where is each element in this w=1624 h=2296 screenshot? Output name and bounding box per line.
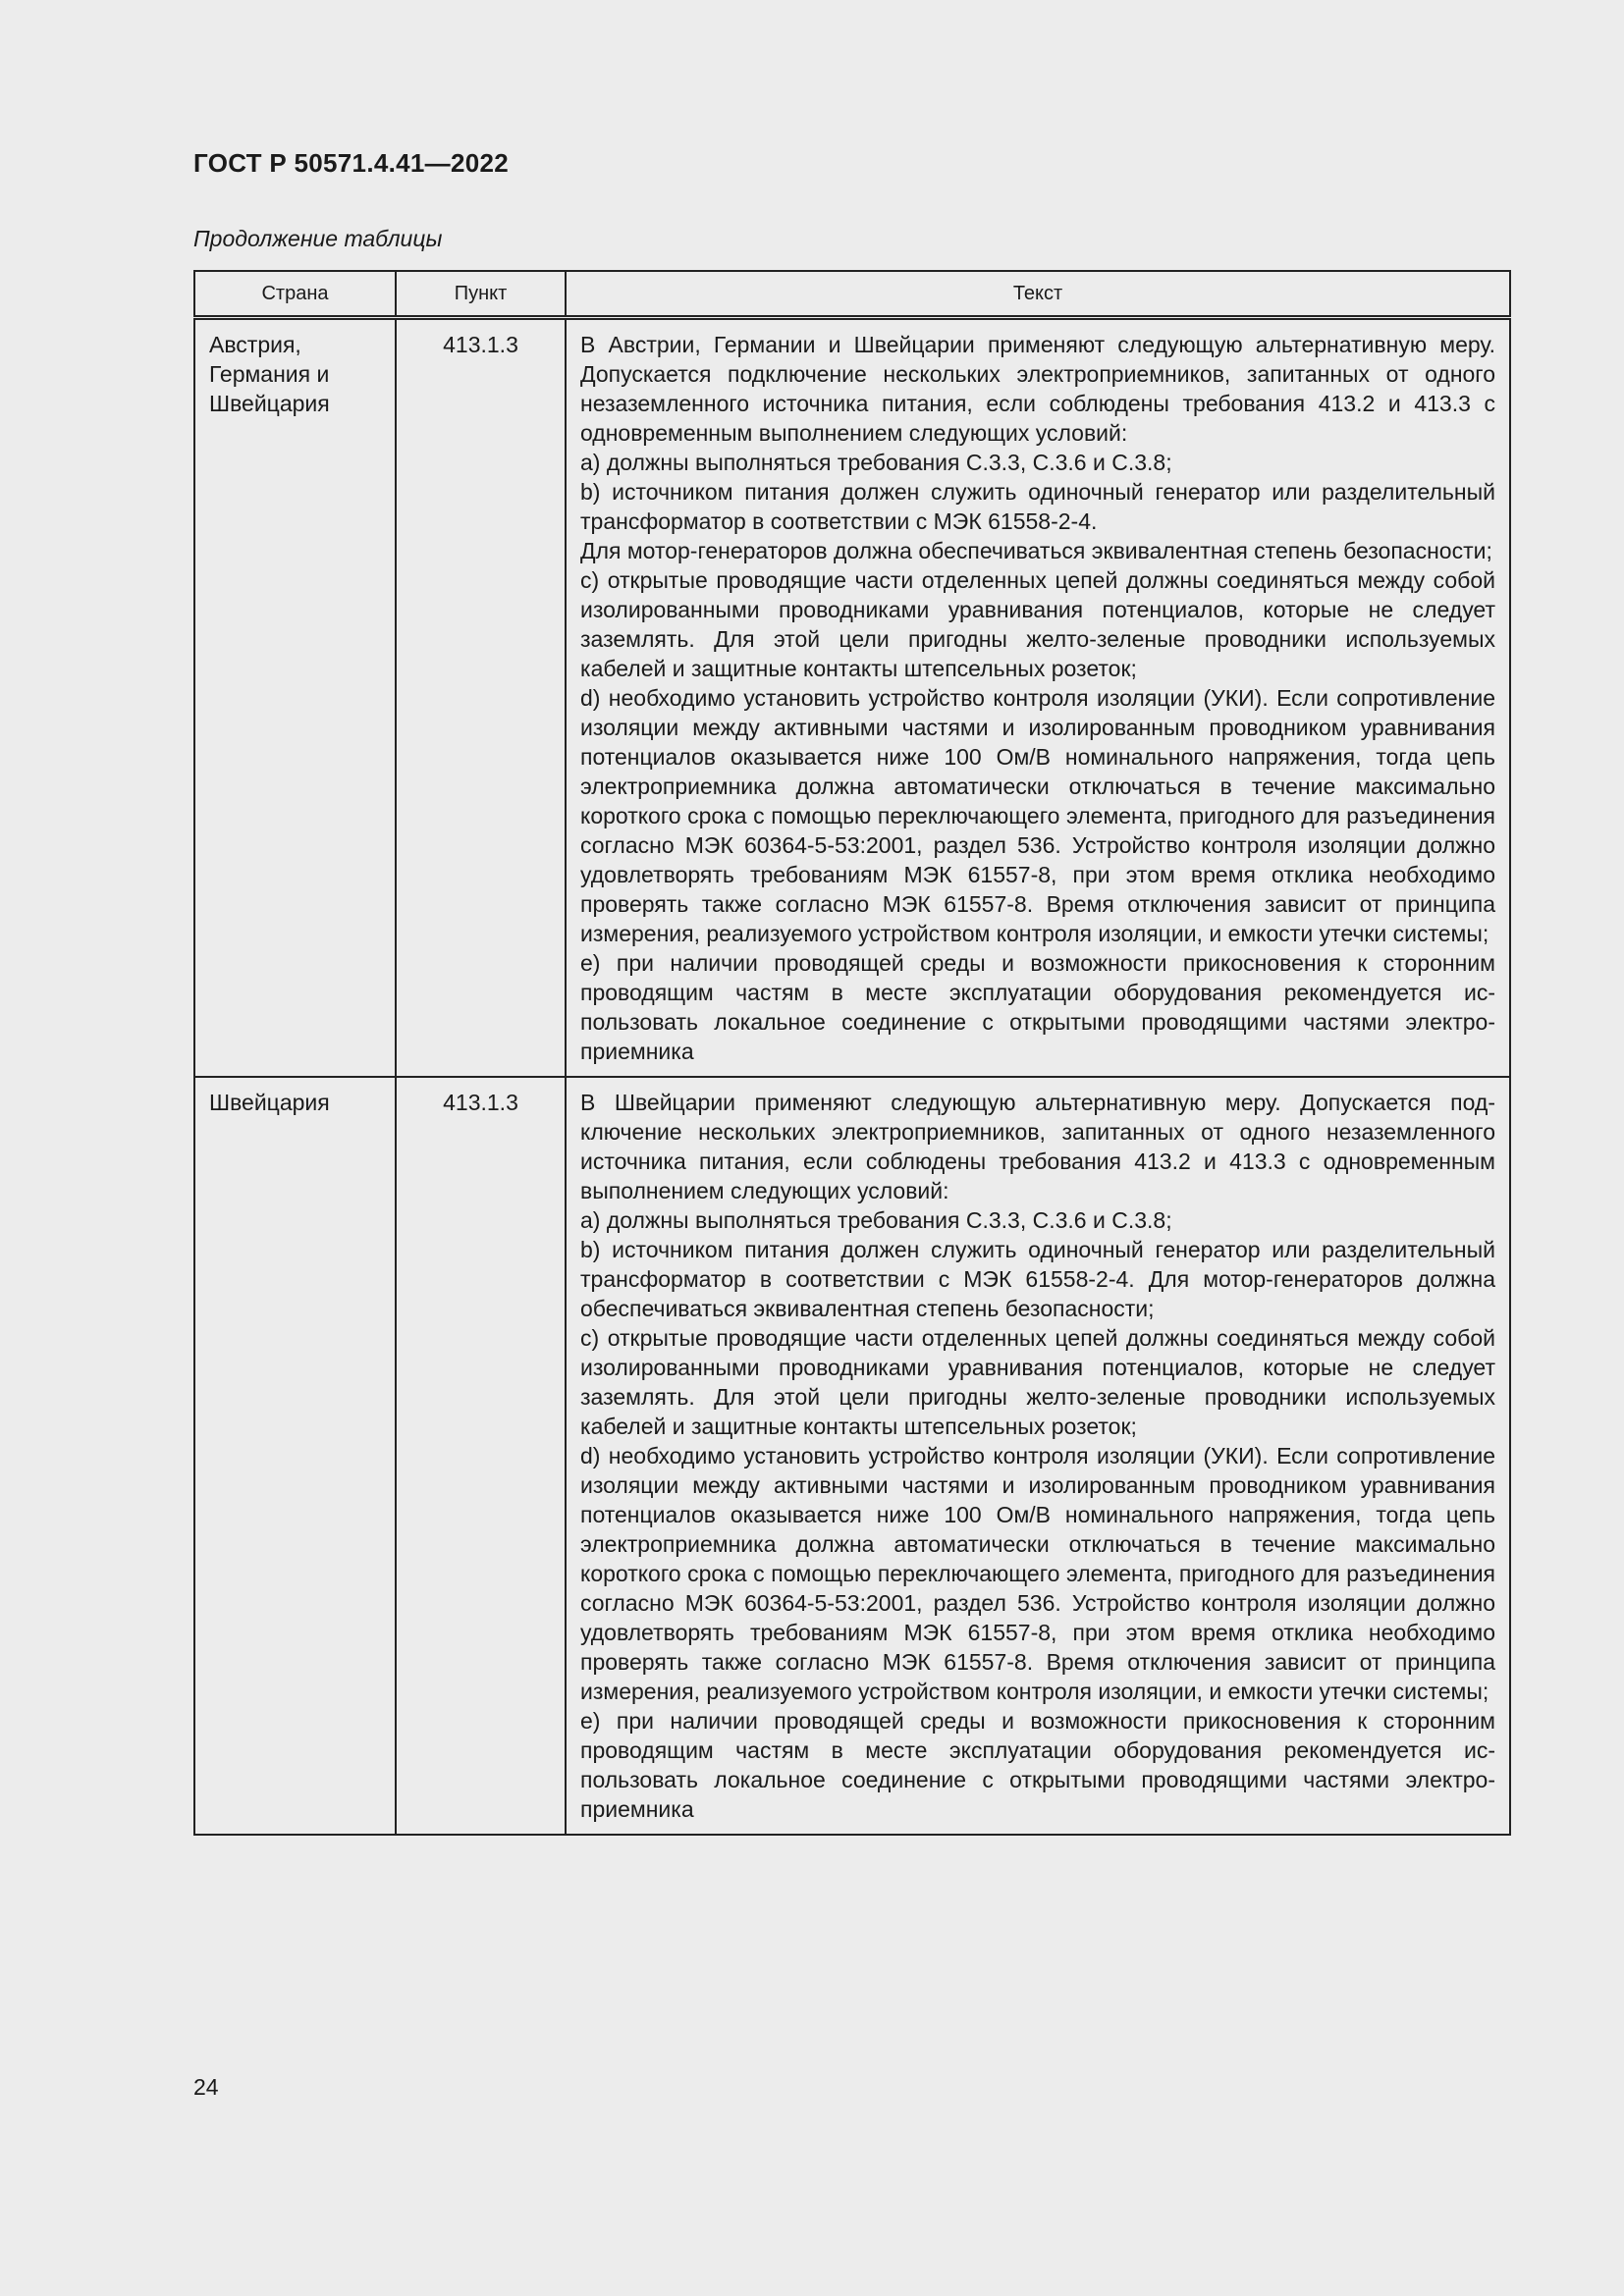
text-paragraph: b) источником питания должен служить одиночный генератор или разделительный трансформатор в соответствии с МЭК 61558-2-4. Для мотор-генераторов должна обеспечиваться эквивалентная степень безопасности; — [580, 1237, 1495, 1321]
table-row — [194, 318, 1510, 1078]
text-paragraph: b) источником питания должен служить одиночный генератор или разделительный трансформатор в соответствии с МЭК 61558-2-4. — [580, 479, 1495, 534]
text-paragraph: В Австрии, Германии и Швейцарии применяют следующую альтернативную меру. Допускается подключение нескольких электроприемников, запитанных от одного незаземленного источника питания, если соблюдены требования 413.2 и 413.3 с одновременным выполнением следующих условий: — [580, 332, 1495, 446]
text-paragraph: d) необходимо установить устройство контроля изоляции (УКИ). Если сопротивление изоляции между активными частями и изолированным проводником уравнивания потенциалов оказывается ниже 100 Ом/В номинального напряжения, тогда цепь электроприемника должна автоматически отключаться в течение максимально короткого срока с помощью переключающего элемента, пригодного для разъединения согласно МЭК 60364-5-53:2001, раздел 536. Устройство контроля изоляции должно удовлетворять требованиям МЭК 61557-8, при этом время отклика необходимо проверять также согласно МЭК 61557-8. Время отключения зависит от принципа измерения, реализуемого устройством контроля изоляции, и емкости утечки системы; — [580, 1443, 1495, 1704]
country-cell: Швейцария — [194, 1077, 396, 1835]
column-header-country: Страна — [194, 271, 396, 318]
text-paragraph: e) при наличии проводящей среды и возможности прикосновения к сторонним проводящим частям в месте эксплуатации оборудования рекомендуется использовать локальное соединение с открытыми проводящими частями электроприемника — [580, 1708, 1495, 1822]
text-paragraph: Для мотор-генераторов должна обеспечиваться эквивалентная степень безопасности; — [580, 538, 1492, 563]
country-deviations-table — [193, 270, 1511, 1836]
column-header-text: Текст — [566, 271, 1510, 318]
text-paragraph: e) при наличии проводящей среды и возможности прикосновения к сторонним проводящим частям в месте эксплуатации оборудования рекомендуется использовать локальное соединение с открытыми проводящими частями электроприемника — [580, 950, 1495, 1064]
text-paragraph: c) открытые проводящие части отделенных цепей должны соединяться между собой изолированными проводниками уравнивания потенциалов, которые не следует заземлять. Для этой цели пригодны желто-зеленые проводники используемых кабелей и защитные контакты штепсельных розеток; — [580, 567, 1495, 681]
text-paragraph: c) открытые проводящие части отделенных цепей должны соединяться между собой изолированными проводниками уравнивания потенциалов, которые не следует заземлять. Для этой цели пригодны желто-зеленые проводники используемых кабелей и защитные контакты штепсельных розеток; — [580, 1325, 1495, 1439]
column-header-clause: Пункт — [396, 271, 566, 318]
clause-cell: 413.1.3 — [396, 1077, 566, 1835]
text-cell — [566, 318, 1510, 1078]
text-paragraph: a) должны выполняться требования C.3.3, C.3.6 и C.3.8; — [580, 450, 1172, 475]
table-continuation-caption: Продолжение таблицы — [193, 226, 443, 251]
text-cell — [566, 1077, 1510, 1835]
country-cell: Австрия, Германия и Швейцария — [194, 318, 396, 1078]
page-number: 24 — [193, 2074, 219, 2100]
table-row — [194, 1077, 1510, 1835]
text-paragraph: a) должны выполняться требования C.3.3, C.3.6 и C.3.8; — [580, 1207, 1172, 1233]
clause-cell: 413.1.3 — [396, 318, 566, 1078]
document-code: ГОСТ Р 50571.4.41—2022 — [193, 148, 509, 178]
table-header-row — [194, 271, 1510, 318]
text-paragraph: В Швейцарии применяют следующую альтернативную меру. Допускается подключение нескольких электроприемников, запитанных от одного незаземленного источника питания, если соблюдены требования 413.2 и 413.3 с одновременным выполнением следующих условий: — [580, 1090, 1495, 1203]
text-paragraph: d) необходимо установить устройство контроля изоляции (УКИ). Если сопротивление изоляции между активными частями и изолированным проводником уравнивания потенциалов оказывается ниже 100 Ом/В номинального напряжения, тогда цепь электроприемника должна автоматически отключаться в течение максимально короткого срока с помощью переключающего элемента, пригодного для разъединения согласно МЭК 60364-5-53:2001, раздел 536. Устройство контроля изоляции должно удовлетворять требованиям МЭК 61557-8, при этом время отклика необходимо проверять также согласно МЭК 61557-8. Время отключения зависит от принципа измерения, реализуемого устройством контроля изоляции, и емкости утечки системы; — [580, 685, 1495, 946]
